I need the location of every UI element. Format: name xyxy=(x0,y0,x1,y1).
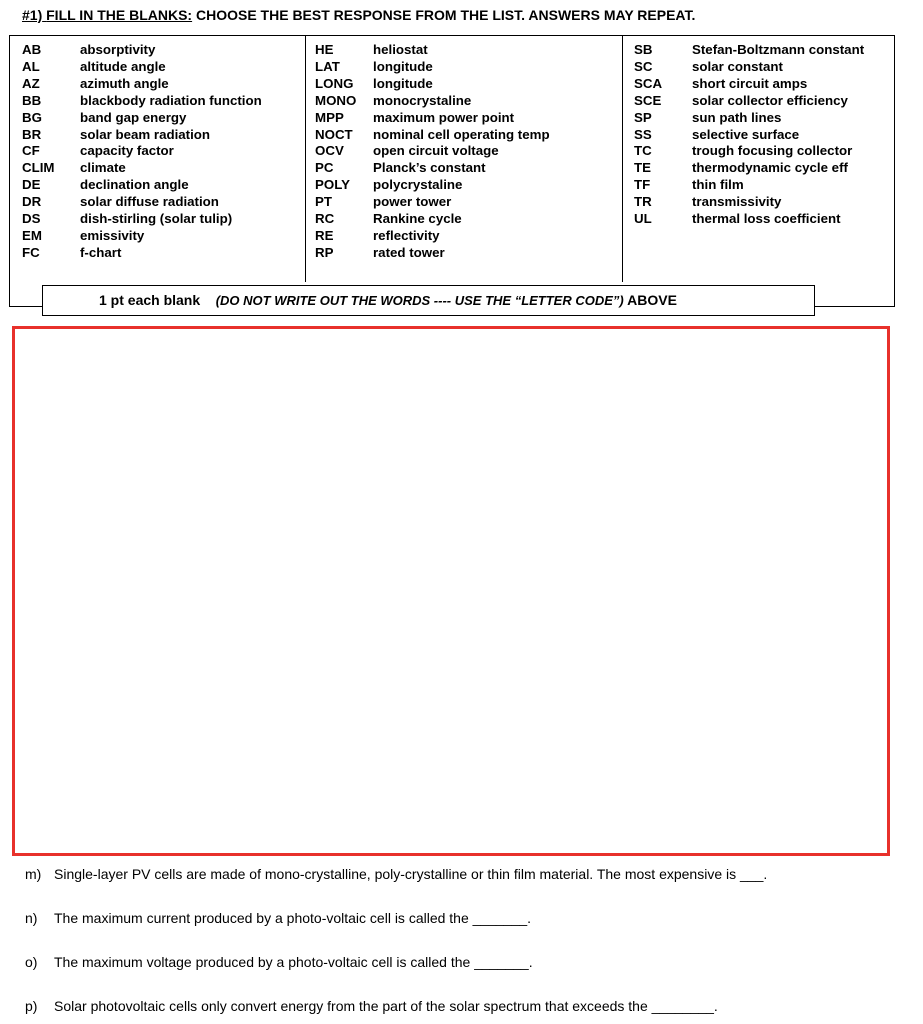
code-term: Planck’s constant xyxy=(373,160,486,176)
code-row xyxy=(22,42,262,59)
letter-code: FC xyxy=(22,244,40,260)
code-row xyxy=(315,228,550,245)
code-term: power tower xyxy=(373,194,452,210)
code-term: open circuit voltage xyxy=(373,143,499,159)
code-term: dish-stirling (solar tulip) xyxy=(80,211,233,227)
letter-code-table xyxy=(9,35,895,307)
code-row xyxy=(634,177,864,194)
code-row xyxy=(22,211,262,228)
code-term: maximum power point xyxy=(373,109,515,125)
code-term: capacity factor xyxy=(80,143,174,159)
code-row xyxy=(315,59,550,76)
code-row xyxy=(22,194,262,211)
code-row xyxy=(315,177,550,194)
code-term: transmissivity xyxy=(692,194,782,210)
code-term: heliostat xyxy=(373,42,428,57)
code-row xyxy=(315,160,550,177)
code-term: Rankine cycle xyxy=(373,211,462,227)
letter-code: SP xyxy=(634,109,652,125)
column-divider xyxy=(622,36,623,282)
code-term: reflectivity xyxy=(373,227,440,243)
code-row xyxy=(634,127,864,144)
code-term: trough focusing collector xyxy=(692,143,853,159)
code-column-3 xyxy=(634,42,864,228)
letter-code: RE xyxy=(315,227,334,243)
question-text: The maximum current produced by a photo-voltaic cell is called the _______. xyxy=(54,910,532,926)
code-term: emissivity xyxy=(80,227,145,243)
question-o xyxy=(25,954,533,970)
letter-code: DE xyxy=(22,177,41,193)
letter-code: LONG xyxy=(315,75,354,91)
code-row xyxy=(634,42,864,59)
heading-instruction: CHOOSE THE BEST RESPONSE FROM THE LIST. ANSWERS MAY REPEAT. xyxy=(195,7,696,23)
code-column-2 xyxy=(315,42,550,262)
letter-code: UL xyxy=(634,211,652,227)
code-row xyxy=(634,76,864,93)
letter-code: DR xyxy=(22,194,42,210)
highlight-region xyxy=(12,326,890,856)
code-term: longitude xyxy=(373,58,433,74)
question-label: n) xyxy=(25,910,38,926)
letter-code: RP xyxy=(315,244,334,260)
code-term: Stefan-Boltzmann constant xyxy=(692,42,865,57)
code-row xyxy=(315,127,550,144)
instruction-above: ABOVE xyxy=(627,292,677,308)
code-row xyxy=(315,211,550,228)
code-row xyxy=(315,42,550,59)
code-term: longitude xyxy=(373,75,433,91)
code-row xyxy=(315,76,550,93)
letter-code: TC xyxy=(634,143,652,159)
code-row xyxy=(22,228,262,245)
code-row xyxy=(22,143,262,160)
code-row xyxy=(634,110,864,127)
code-row xyxy=(22,160,262,177)
letter-code: MONO xyxy=(315,92,357,108)
letter-code: BB xyxy=(22,92,42,108)
code-row xyxy=(22,59,262,76)
code-row xyxy=(22,127,262,144)
letter-code: LAT xyxy=(315,58,340,74)
letter-code: TE xyxy=(634,160,651,176)
column-divider xyxy=(305,36,306,282)
letter-code: SCA xyxy=(634,75,663,91)
points-text: 1 pt each blank xyxy=(99,292,201,308)
letter-code: EM xyxy=(22,227,42,243)
letter-code: TF xyxy=(634,177,651,193)
instruction-banner xyxy=(42,285,815,316)
code-term: climate xyxy=(80,160,126,176)
letter-code: CLIM xyxy=(22,160,55,176)
instruction-note: (DO NOT WRITE OUT THE WORDS ---- USE THE “LETTER CODE”) xyxy=(215,293,624,308)
question-text: Solar photovoltaic cells only convert energy from the part of the solar spectrum that exceeds the ________. xyxy=(54,998,718,1014)
heading-label: #1) FILL IN THE BLANKS: xyxy=(22,7,193,23)
code-term: declination angle xyxy=(80,177,189,193)
letter-code: HE xyxy=(315,42,334,57)
code-term: f-chart xyxy=(80,244,122,260)
letter-code: AB xyxy=(22,42,42,57)
code-term: monocrystaline xyxy=(373,92,472,108)
code-row xyxy=(22,76,262,93)
code-term: thin film xyxy=(692,177,744,193)
letter-code: SS xyxy=(634,126,652,142)
code-term: rated tower xyxy=(373,244,445,260)
code-term: azimuth angle xyxy=(80,75,169,91)
code-term: solar constant xyxy=(692,58,783,74)
question-p xyxy=(25,998,718,1014)
code-row xyxy=(315,245,550,262)
code-term: polycrystaline xyxy=(373,177,463,193)
code-term: solar beam radiation xyxy=(80,126,211,142)
letter-code: BR xyxy=(22,126,42,142)
code-row xyxy=(22,93,262,110)
letter-code: PC xyxy=(315,160,334,176)
code-term: absorptivity xyxy=(80,42,156,57)
letter-code: CF xyxy=(22,143,40,159)
letter-code: AL xyxy=(22,58,40,74)
code-row xyxy=(22,110,262,127)
code-term: thermodynamic cycle eff xyxy=(692,160,848,176)
code-term: short circuit amps xyxy=(692,75,808,91)
code-term: thermal loss coefficient xyxy=(692,211,841,227)
code-row xyxy=(634,59,864,76)
letter-code: TR xyxy=(634,194,652,210)
code-term: selective surface xyxy=(692,126,800,142)
letter-code: RC xyxy=(315,211,335,227)
question-label: p) xyxy=(25,998,38,1014)
code-term: solar diffuse radiation xyxy=(80,194,219,210)
letter-code: POLY xyxy=(315,177,350,193)
letter-code: AZ xyxy=(22,75,40,91)
question-text: Single-layer PV cells are made of mono-crystalline, poly-crystalline or thin film material. The most expensive is ___. xyxy=(54,866,768,882)
question-label: m) xyxy=(25,866,42,882)
code-term: band gap energy xyxy=(80,109,187,125)
letter-code: NOCT xyxy=(315,126,353,142)
letter-code: SB xyxy=(634,42,653,57)
letter-code: BG xyxy=(22,109,42,125)
code-term: solar collector efficiency xyxy=(692,92,848,108)
letter-code: SCE xyxy=(634,92,662,108)
code-term: altitude angle xyxy=(80,58,166,74)
code-term: blackbody radiation function xyxy=(80,92,262,108)
letter-code: DS xyxy=(22,211,41,227)
question-m xyxy=(25,866,767,882)
question-text: The maximum voltage produced by a photo-voltaic cell is called the _______. xyxy=(54,954,533,970)
code-row xyxy=(634,93,864,110)
letter-code: PT xyxy=(315,194,332,210)
code-term: nominal cell operating temp xyxy=(373,126,550,142)
question-n xyxy=(25,910,531,926)
code-row xyxy=(634,211,864,228)
letter-code: SC xyxy=(634,58,653,74)
letter-code: OCV xyxy=(315,143,344,159)
code-row xyxy=(634,160,864,177)
letter-code: MPP xyxy=(315,109,344,125)
code-row xyxy=(634,143,864,160)
code-row xyxy=(315,194,550,211)
code-row xyxy=(315,93,550,110)
question-heading xyxy=(22,7,695,23)
code-column-1 xyxy=(22,42,262,262)
code-term: sun path lines xyxy=(692,109,782,125)
code-row xyxy=(315,143,550,160)
code-row xyxy=(315,110,550,127)
code-row xyxy=(22,245,262,262)
code-row xyxy=(22,177,262,194)
code-row xyxy=(634,194,864,211)
question-label: o) xyxy=(25,954,38,970)
